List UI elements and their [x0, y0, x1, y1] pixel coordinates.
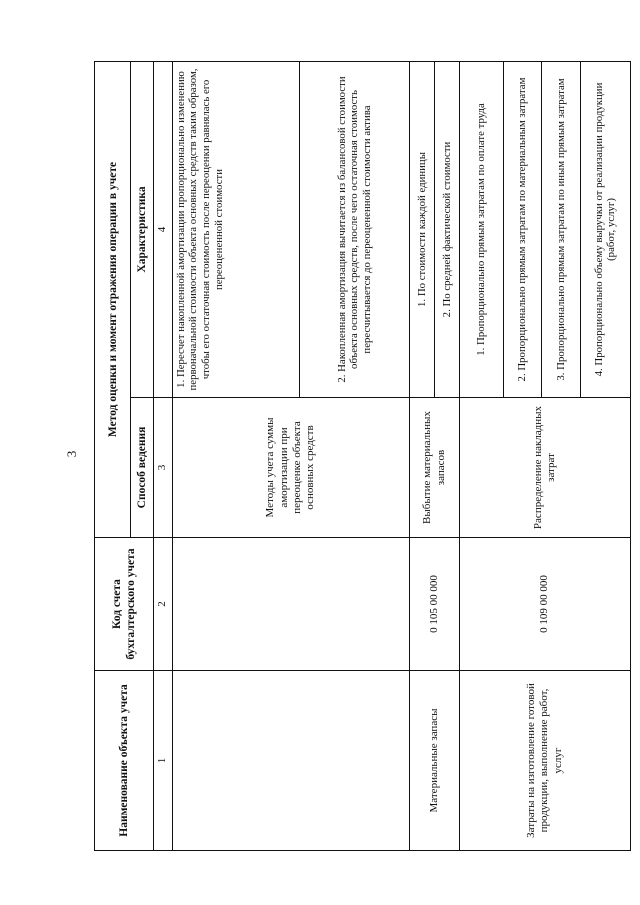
- inventories-method-cell: Выбытие материальных запасов: [410, 398, 460, 538]
- inventories-characteristic-2: 2. По средней фактической стоимости: [435, 62, 460, 398]
- production-costs-characteristic-1: 1. Пропорционально прямым затратам по оплате труда: [460, 62, 503, 398]
- header-object-name: Наименование объекта учета: [95, 671, 154, 851]
- header-account-code: Код счета бухгалтерского учета: [95, 538, 154, 671]
- column-number-2: 2: [154, 538, 173, 671]
- page-number: 3: [64, 450, 79, 458]
- production-costs-code-cell: 0 109 00 000: [460, 538, 631, 671]
- production-costs-object-cell: Затраты на изготовление готовой продукции, выполнение работ, услуг: [460, 671, 631, 851]
- production-costs-characteristic-4: 4. Пропорционально объему выручки от реализации продукции (работ, услуг): [580, 62, 630, 398]
- column-number-1: 1: [154, 671, 173, 851]
- rotated-table-container: [94, 62, 631, 851]
- production-costs-characteristic-3: 3. Пропорционально прямым затратам по иным прямым затратам: [542, 62, 581, 398]
- fixed-assets-characteristic-1: 1. Пересчет накопленной амортизации пропорционально изменению первоначальной стоимости объекта основных средств таким образом, чтобы его остаточная стоимость после переоценки равнялась его переоцененной стоимости: [172, 62, 299, 398]
- fixed-assets-characteristic-2: 2. Накопленная амортизация вычитается из балансовой стоимости объекта основных средств, после чего остаточная стоимость пересчитывается до переоцененной стоимости актива: [300, 62, 410, 398]
- column-number-4: 4: [154, 62, 173, 398]
- inventories-code-cell: 0 105 00 000: [410, 538, 460, 671]
- fixed-assets-object-cell: [172, 671, 410, 851]
- header-method: Способ ведения: [131, 398, 154, 538]
- production-costs-characteristic-2: 2. Пропорционально прямым затратам по материальным затратам: [503, 62, 542, 398]
- inventories-characteristic-1: 1. По стоимости каждой единицы: [410, 62, 435, 398]
- column-number-3: 3: [154, 398, 173, 538]
- fixed-assets-code-cell: [172, 538, 410, 671]
- header-method-group: Метод оценки и момент отражения операции в учете: [95, 62, 131, 538]
- fixed-assets-method-cell: Методы учета суммы амортизации при переоценке объекта основных средств: [172, 398, 410, 538]
- inventories-object-cell: Материальные запасы: [410, 671, 460, 851]
- accounting-policy-table: [94, 61, 631, 851]
- production-costs-method-cell: Распределение накладных затрат: [460, 398, 631, 538]
- header-characteristic: Характеристика: [131, 62, 154, 398]
